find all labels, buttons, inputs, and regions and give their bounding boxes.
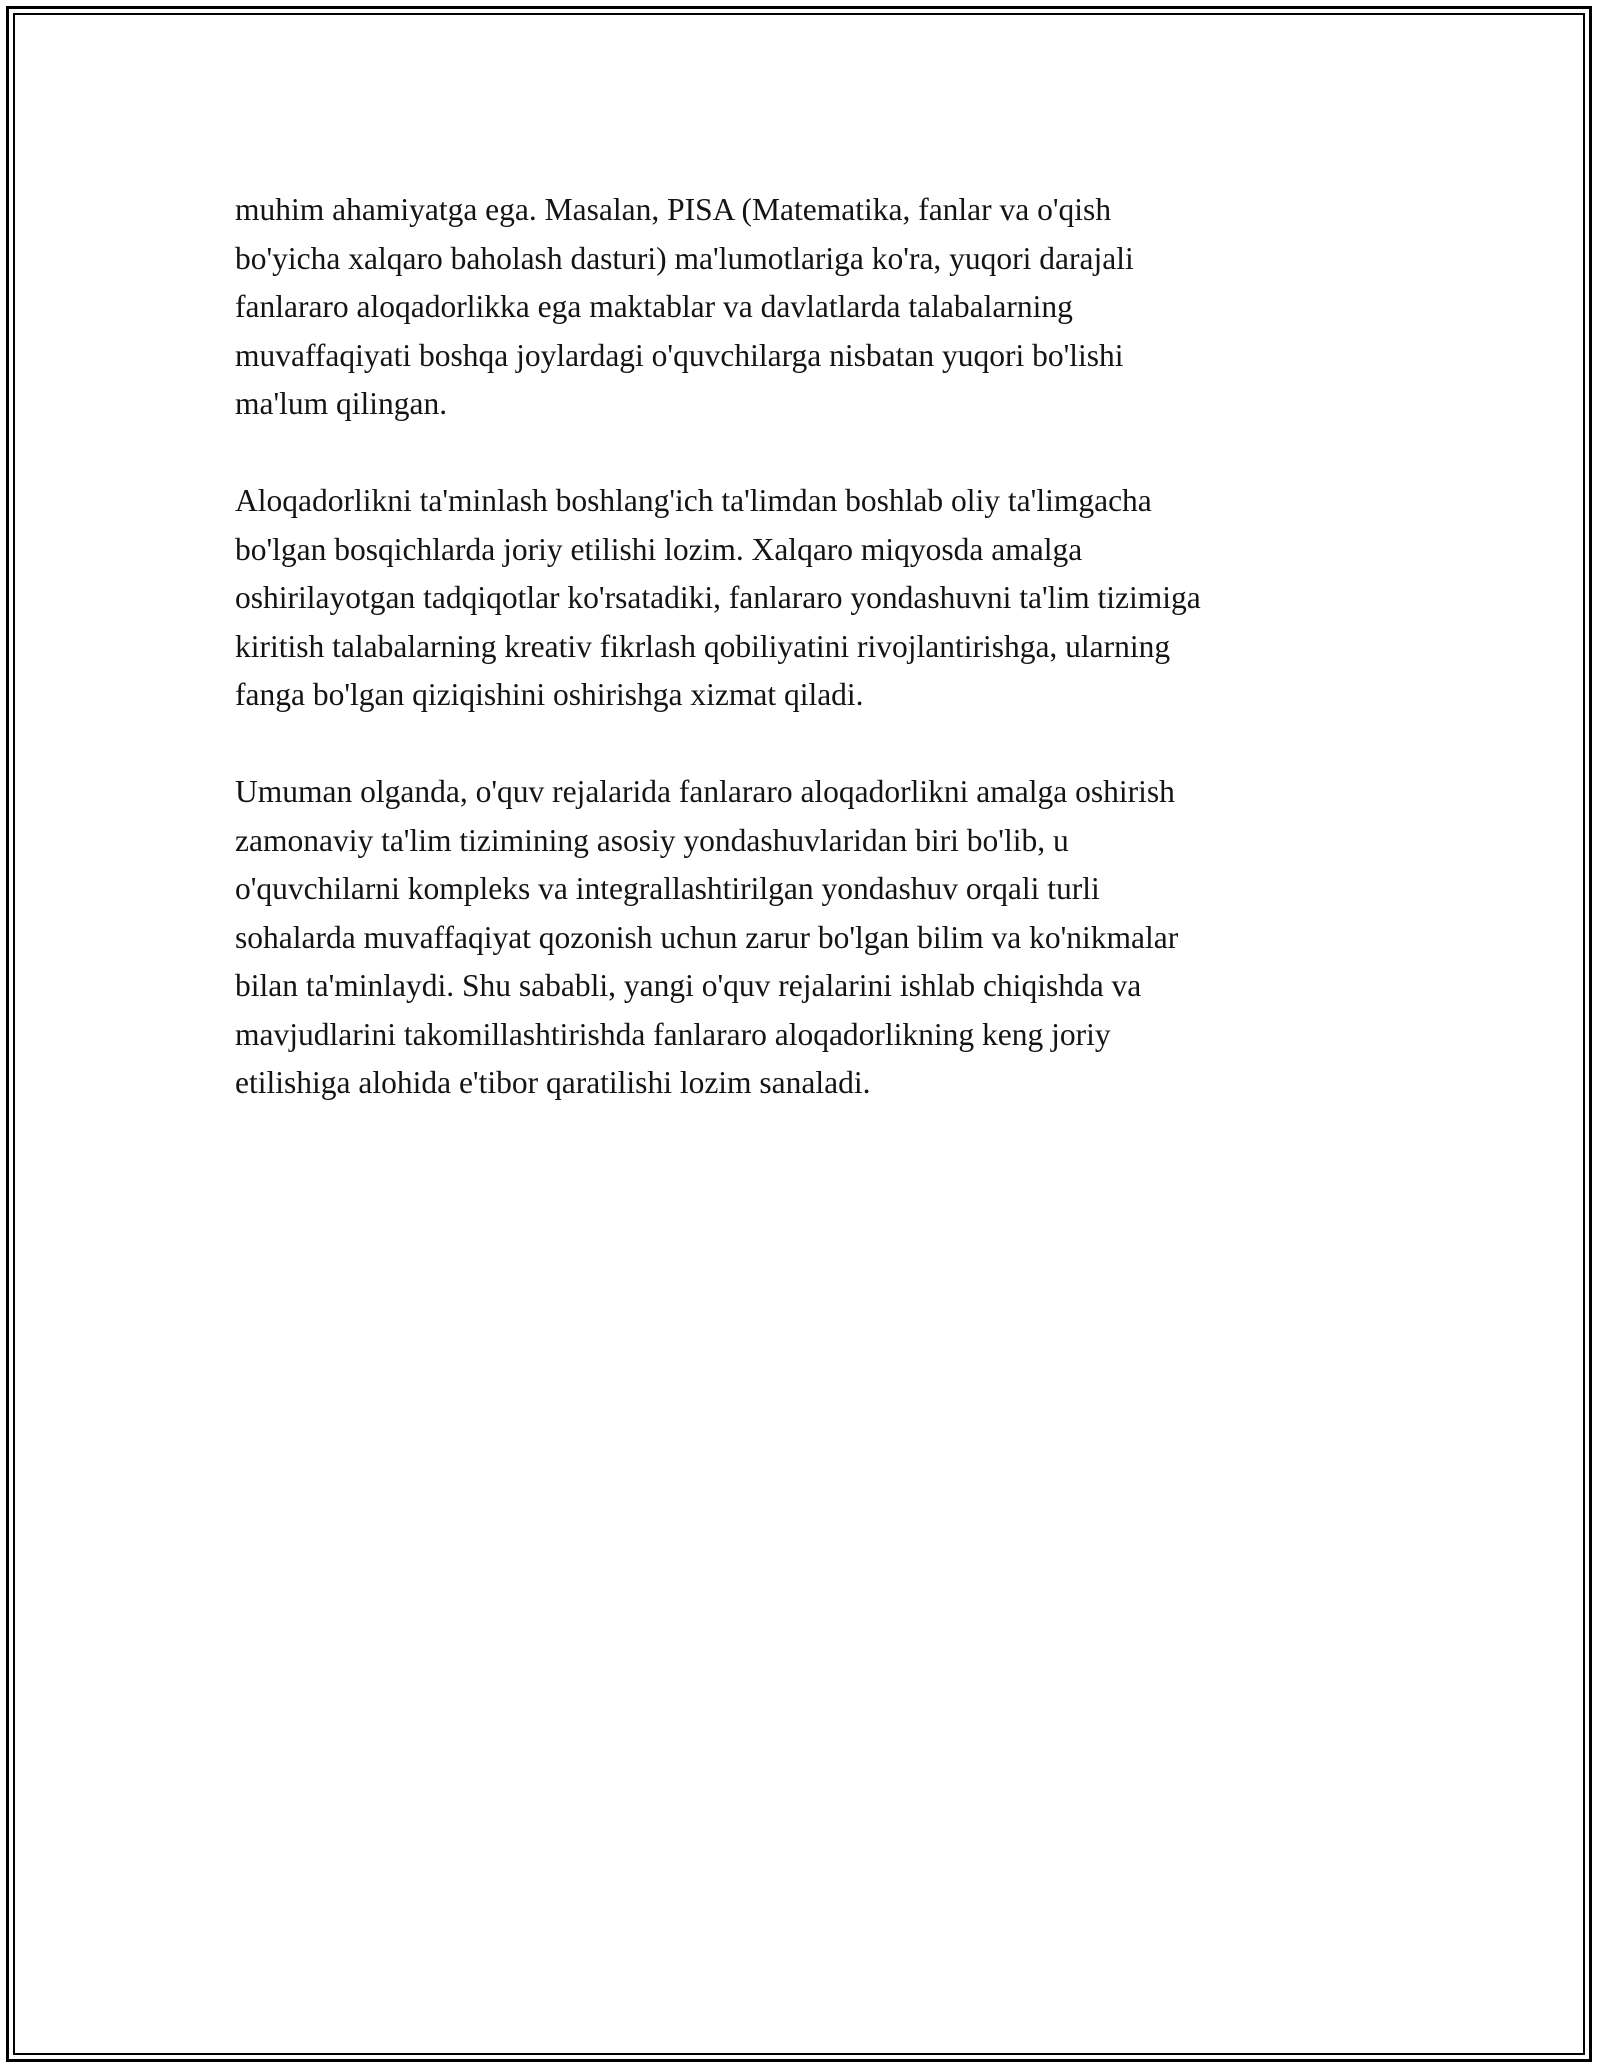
document-body bbox=[235, 186, 1385, 1156]
paragraph-2: Aloqadorlikni ta'minlash boshlang'ich ta'limdan boshlab oliy ta'limgacha bo'lgan bosqichlarda joriy etilishi lozim. Xalqaro miqyosda amalga oshirilayotgan tadqiqotlar ko'rsatadiki, fanlararo yondashuvni ta'lim tizimiga kiritish talabalarning kreativ fikrlash qobiliyatini rivojlantirishga, ularning fanga bo'lgan qiziqishini oshirishga xizmat qiladi. bbox=[235, 483, 1201, 712]
paragraph-3: Umuman olganda, o'quv rejalarida fanlararo aloqadorlikni amalga oshirish zamonaviy ta'lim tizimining asosiy yondashuvlaridan biri bo'lib, u o'quvchilarni kompleks va integrallashtirilgan yondashuv orqali turli sohalarda muvaffaqiyat qozonish uchun zarur bo'lgan bilim va ko'nikmalar bilan ta'minlaydi. Shu sababli, yangi o'quv rejalarini ishlab chiqishda va mavjudlarini takomillashtirishda fanlararo aloqadorlikning keng joriy etilishiga alohida e'tibor qaratilishi lozim sanaladi. bbox=[235, 774, 1179, 1100]
paragraph-1: muhim ahamiyatga ega. Masalan, PISA (Matematika, fanlar va o'qish bo'yicha xalqaro baholash dasturi) ma'lumotlariga ko'ra, yuqori darajali fanlararo aloqadorlikka ega maktablar va davlatlarda talabalarning muvaffaqiyati boshqa joylardagi o'quvchilarga nisbatan yuqori bo'lishi ma'lum qilingan. bbox=[235, 192, 1134, 421]
